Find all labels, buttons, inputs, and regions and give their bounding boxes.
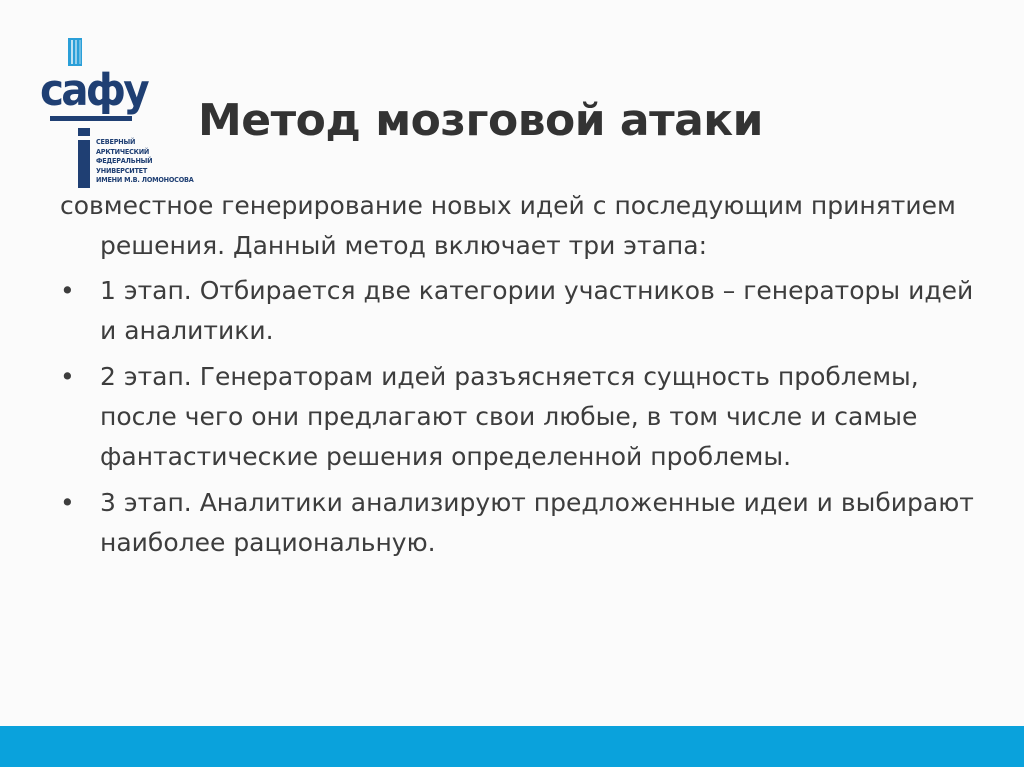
list-item-text: 2 этап. Генераторам идей разъясняется сущность проблемы, после чего они предлагают свои любые, в том числе и самые фантастические решения определенной проблемы. xyxy=(100,362,919,471)
slide-content xyxy=(60,186,980,569)
stages-list xyxy=(60,271,980,563)
book-icon xyxy=(66,36,86,68)
logo-underline xyxy=(50,116,132,121)
footer-bar xyxy=(0,726,1024,767)
logo-bar xyxy=(78,140,90,188)
bullet-icon: • xyxy=(60,488,75,517)
logo-wordmark: сафу xyxy=(40,65,147,116)
list-item xyxy=(60,271,980,351)
list-item-text: 1 этап. Отбирается две категории участников – генераторы идей и аналитики. xyxy=(100,276,974,345)
intro-paragraph: совместное генерирование новых идей с последующим принятием решения. Данный метод включает три этапа: xyxy=(60,191,956,260)
bullet-icon: • xyxy=(60,276,75,305)
university-logo xyxy=(40,36,194,188)
list-item xyxy=(60,483,980,563)
list-item-text: 3 этап. Аналитики анализируют предложенные идеи и выбирают наиболее рациональную. xyxy=(100,488,974,557)
slide-title: Метод мозговой атаки xyxy=(198,95,763,147)
bullet-icon: • xyxy=(60,362,75,391)
list-item xyxy=(60,357,980,477)
logo-bar-top xyxy=(78,128,90,136)
logo-university-name: СЕВЕРНЫЙ АРКТИЧЕСКИЙ ФЕДЕРАЛЬНЫЙ УНИВЕРСИТЕТ ИМЕНИ М.В. ЛОМОНОСОВА xyxy=(96,137,194,185)
